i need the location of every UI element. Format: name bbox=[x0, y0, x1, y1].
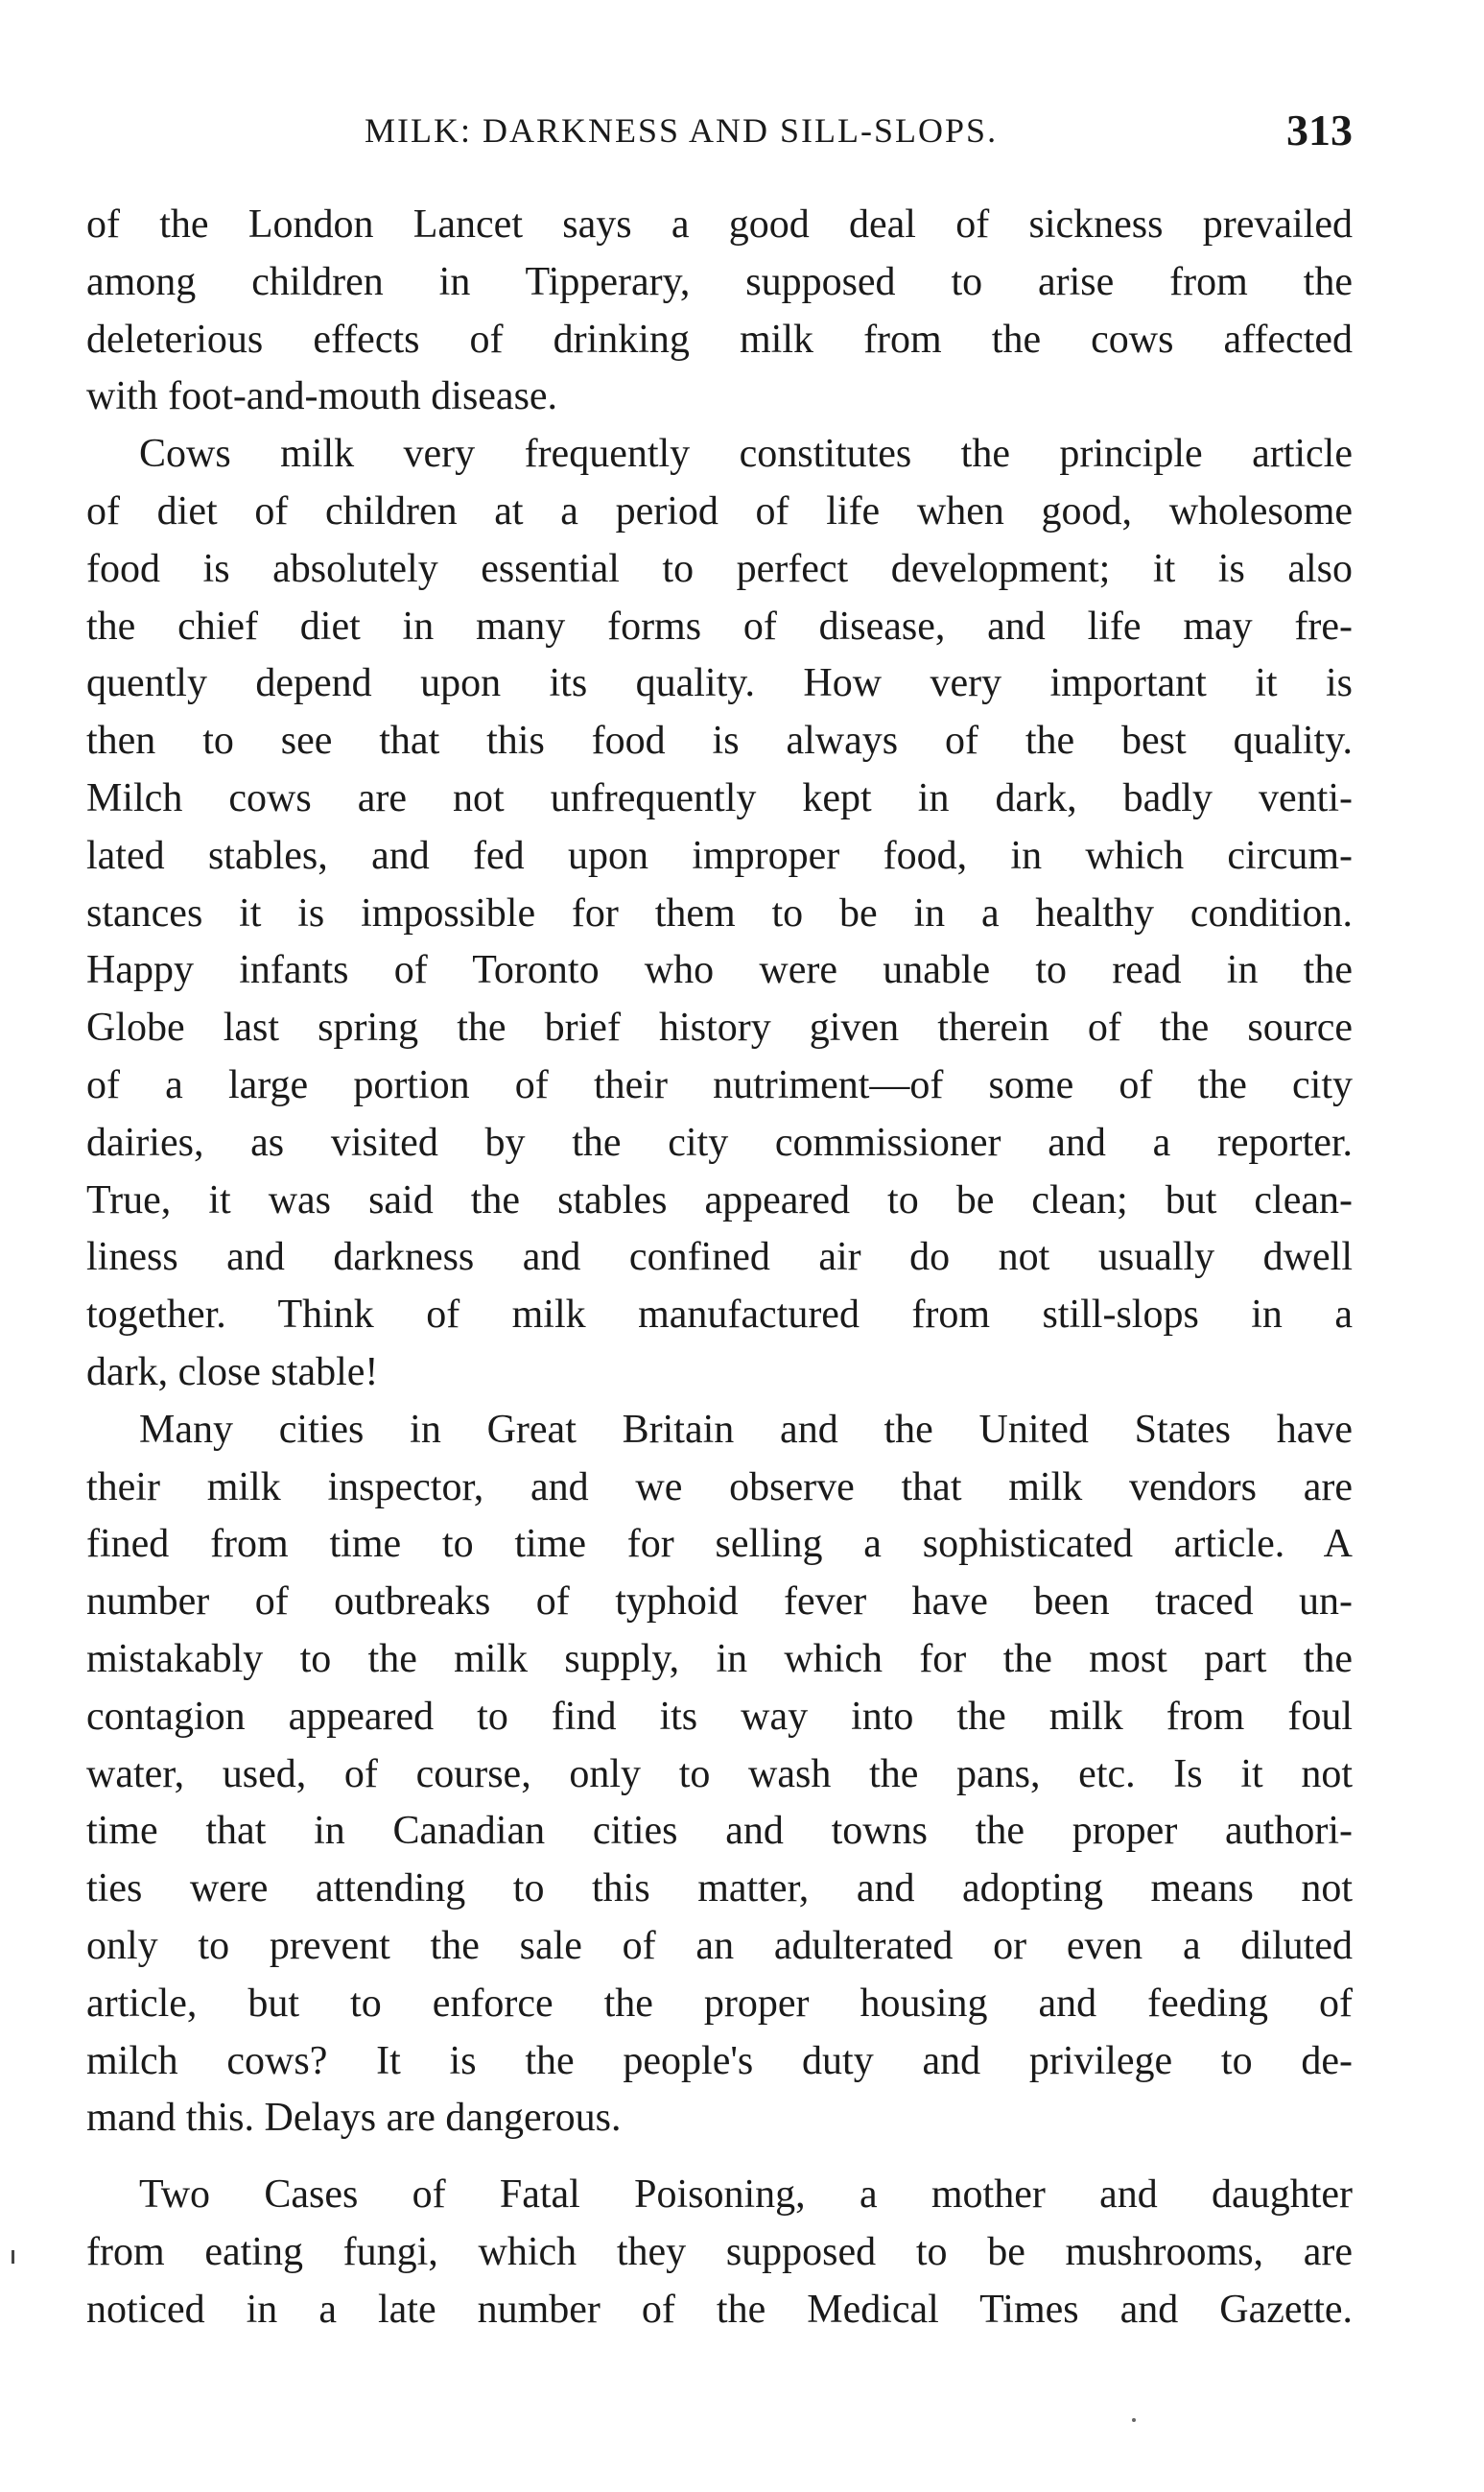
text-line: mand this. Delays are dangerous. bbox=[86, 2096, 622, 2141]
print-speck bbox=[12, 2250, 14, 2264]
text-line: of diet of children at a period of life when good, wholesome bbox=[86, 488, 1353, 534]
text-line: together. Think of milk manufactured from still-slops in a bbox=[86, 1293, 1353, 1338]
page-number: 313 bbox=[1286, 106, 1353, 154]
print-speck bbox=[1132, 2418, 1136, 2422]
text-line: time that in Canadian cities and towns the proper authori- bbox=[86, 1809, 1353, 1854]
text-line: milch cows? It is the people's duty and privilege to de- bbox=[86, 2038, 1353, 2083]
paragraph bbox=[86, 2167, 1353, 2338]
text-line: dairies, as visited by the city commissioner and a reporter. bbox=[86, 1120, 1353, 1165]
text-line: number of outbreaks of typhoid fever have been traced un- bbox=[86, 1579, 1353, 1625]
text-line: with foot-and-mouth disease. bbox=[86, 374, 558, 419]
text-line: Happy infants of Toronto who were unable to read in the bbox=[86, 948, 1353, 993]
text-line: Milch cows are not unfrequently kept in dark, badly venti- bbox=[86, 775, 1353, 820]
text-line: of a large portion of their nutriment—of some of the city bbox=[86, 1062, 1353, 1107]
running-head bbox=[86, 106, 1353, 168]
text-line: mistakably to the milk supply, in which for the most part the bbox=[86, 1636, 1353, 1681]
text-line: Globe last spring the brief history given therein of the source bbox=[86, 1006, 1353, 1051]
text-line: of the London Lancet says a good deal of sickness prevailed bbox=[86, 202, 1353, 247]
text-line: food is absolutely essential to perfect development; it is also bbox=[86, 546, 1353, 591]
text-line: lated stables, and fed upon improper food, in which circum- bbox=[86, 833, 1353, 878]
text-line: stances it is impossible for them to be in a healthy condition. bbox=[86, 890, 1353, 936]
text-line: fined from time to time for selling a sophisticated article. A bbox=[86, 1522, 1353, 1567]
text-line: article, but to enforce the proper housing and feeding of bbox=[86, 1981, 1353, 2026]
paragraph-gap bbox=[86, 2148, 1353, 2167]
text-line: contagion appeared to find its way into the milk from foul bbox=[86, 1694, 1353, 1739]
text-line: their milk inspector, and we observe that milk vendors are bbox=[86, 1464, 1353, 1509]
text-line: Many cities in Great Britain and the United States have bbox=[139, 1407, 1353, 1452]
text-line: water, used, of course, only to wash the pans, etc. Is it not bbox=[86, 1751, 1353, 1796]
text-line: then to see that this food is always of the best quality. bbox=[86, 719, 1353, 764]
text-line: Two Cases of Fatal Poisoning, a mother and daughter bbox=[139, 2172, 1353, 2218]
text-line: quently depend upon its quality. How very important it is bbox=[86, 661, 1353, 706]
text-line: among children in Tipperary, supposed to arise from the bbox=[86, 259, 1353, 304]
paragraph bbox=[86, 426, 1353, 1402]
body-text bbox=[86, 197, 1353, 2338]
text-line: from eating fungi, which they supposed to be mushrooms, are bbox=[86, 2229, 1353, 2274]
paragraph bbox=[86, 197, 1353, 426]
paragraph bbox=[86, 1402, 1353, 2148]
text-line: liness and darkness and confined air do not usually dwell bbox=[86, 1235, 1353, 1280]
text-line: True, it was said the stables appeared to be clean; but clean- bbox=[86, 1177, 1353, 1222]
running-title: MILK: DARKNESS AND SILL-SLOPS. bbox=[365, 111, 999, 150]
text-line: only to prevent the sale of an adulterated or even a diluted bbox=[86, 1923, 1353, 1968]
text-line: deleterious effects of drinking milk from the cows affected bbox=[86, 317, 1353, 362]
text-line: ties were attending to this matter, and adopting means not bbox=[86, 1866, 1353, 1911]
text-line: dark, close stable! bbox=[86, 1349, 379, 1394]
text-line: Cows milk very frequently constitutes the principle article bbox=[139, 432, 1353, 477]
text-line: noticed in a late number of the Medical Times and Gazette. bbox=[86, 2287, 1353, 2332]
text-line: the chief diet in many forms of disease, and life may fre- bbox=[86, 604, 1353, 649]
